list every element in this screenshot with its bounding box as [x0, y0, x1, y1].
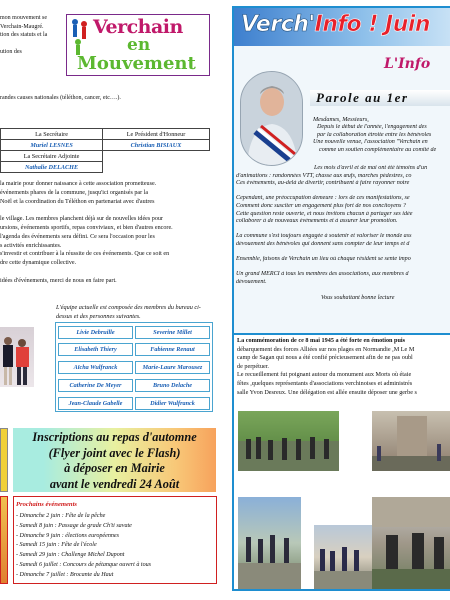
event-item: - Dimanche 7 juillet : Brocante du Haut — [16, 571, 114, 578]
team-member: Marie-Laure Marousez — [135, 361, 210, 374]
team-member: Didier Wulfranck — [135, 397, 210, 410]
logo-text-en: en — [127, 35, 151, 55]
event-item: - Dimanche 2 juin : Fête de la pêche — [16, 513, 106, 519]
intro-causes: randes causes nationales (téléthon, cancer, etc….). — [0, 95, 121, 101]
events-edge — [0, 496, 8, 584]
event-item: - Samedi 15 juin : Fête de l'école — [16, 542, 97, 549]
team-member: Catherine De Meyer — [58, 379, 133, 392]
event-item: - Samedi 8 juin : Passage de grade Ch'ti savate — [16, 522, 132, 529]
mayor-text-continued: Les mois d'avril et de mai ont été témoins d'un d'animations : randonnées VTT, chasse aux œufs, marches pédestres, co Ces événements, au-delà de divertir, contribuent à faire rayonner notre Cependant, une préoccupation demeure : lors de ces manifestations, se Comment donc susciter un engagement plus fort de nos concitoyens ? Cette question reste ouverte, et nous invitons chacun à partager ses idée collaborer à de nouveaux événements et à assurer leur promotion. La commune s'est toujours engagée à soutenir et valoriser le monde ass dévouement des bénévoles qui donnent sans compter de leur temps et d Ensemble, faisons de Verchain un lieu où chaque résident se sente impo Un grand MERCI à tous les membres des associations, aux membres d dévouement. — [236, 165, 428, 285]
events-title: Prochains événements — [16, 501, 77, 508]
team-grid — [55, 322, 213, 412]
secretaire-name: Muriel LESNES — [1, 140, 103, 151]
veterans-photo — [372, 497, 450, 589]
closing-regards: Vous souhaitant bonne lecture — [321, 295, 395, 301]
president-label: Le Président d'Honneur — [103, 129, 210, 140]
parole-title: Parole au 1er — [310, 90, 450, 106]
team-photo — [0, 327, 34, 387]
association-logo — [66, 14, 210, 76]
adjointe-label: La Secrétaire Adjointe — [1, 151, 103, 162]
secretaire-label: La Secrétaire — [1, 129, 103, 140]
team-intro: L'équipe actuelle est composée des membres du bureau ci-dessus et des personnes suivantes. — [56, 304, 201, 320]
commemoration-text: La commémoration de ce 8 mai 1945 a été forte en émotion puis débarquement des forces Alliées sur nos plages en Normandie ,M Le M camp de Sagan qui nous a été confié précieusement afin de ne pas oubl de perpétuer. Le recueillement fut poignant autour du monument aux Morts où étaie fêtes ,quelques représentants d'associations verchinoises et administrés salle Yvon Desreux. Une délégation est allée ensuite déposer une gerbe s — [237, 337, 417, 396]
crowd-photo — [314, 525, 372, 589]
newsletter-title: Verch'Info ! Juin — [241, 12, 431, 37]
logo-text-mouvement: Mouvement — [77, 53, 196, 74]
team-member: Jean-Claude Gabelle — [58, 397, 133, 410]
team-member: Aïcha Wulfranck — [58, 361, 133, 374]
event-item: - Samedi 6 juillet : Concours de pétanque ouvert à tous — [16, 561, 152, 568]
salutation: Mesdames, Messieurs, — [313, 116, 369, 123]
event-item: - Dimanche 9 juin : élections européennes — [16, 532, 119, 539]
parade-photo — [238, 497, 301, 589]
newsletter-header — [232, 6, 450, 46]
mayor-photo — [240, 71, 303, 166]
autumn-meal-banner: Inscriptions au repas d'automne (Flyer joint avec le Flash) à déposer en Mairie avant le vendredi 24 Août — [13, 428, 216, 492]
logo-text-verchain: Verchain — [93, 16, 183, 38]
intro-text: mon mouvement se Verchain-Maugré. tion des statuts et la ution des — [0, 15, 48, 55]
team-member: Fabienne Renaut — [135, 343, 210, 356]
figures-icon — [69, 17, 91, 57]
event-item: - Samedi 29 juin : Challenge Michel Dupont — [16, 552, 125, 559]
team-member: Bruno Delache — [135, 379, 210, 392]
newsletter-subtitle: L'Info — [384, 56, 431, 72]
adjointe-name: Nathalie DELACHE — [1, 162, 103, 173]
upcoming-events-box — [13, 496, 217, 584]
president-name: Christian BISIAUX — [103, 140, 210, 151]
team-member: Elisabeth Thiery — [58, 343, 133, 356]
ceremony-photo — [238, 411, 339, 471]
mayor-text: Depuis le début de l'année, l'engagement des par la collaboration étroite entre les bénévoles Une nouvelle venue, l'association "Verchain en comme un soutien complémentaire au comité de — [313, 124, 437, 153]
monument-photo — [372, 411, 450, 471]
association-body-text: la mairie pour donner naissance à cette association prometteuse. événements phares de la commune, jusqu'ici organisés par la Noël et la coordination du Téléthon en partenariat avec d'autres le village. Les membres planchent déjà sur de nouvelles idées pour ursions, événements sportifs, repas conviviaux, et bien d'autres encore. l'agenda des événements sera défini. Ce sera l'occasion pour les s activités enrichissantes. s'investir et contribuer à la réussite de ces événements. Que ce soit en dre cette dynamique collective. idées d'événements, merci de nous en faire part. — [0, 181, 173, 284]
banner-edge — [0, 428, 8, 492]
team-member: Severine Millet — [135, 326, 210, 339]
team-member: Livie Debruille — [58, 326, 133, 339]
officers-table — [0, 128, 210, 173]
